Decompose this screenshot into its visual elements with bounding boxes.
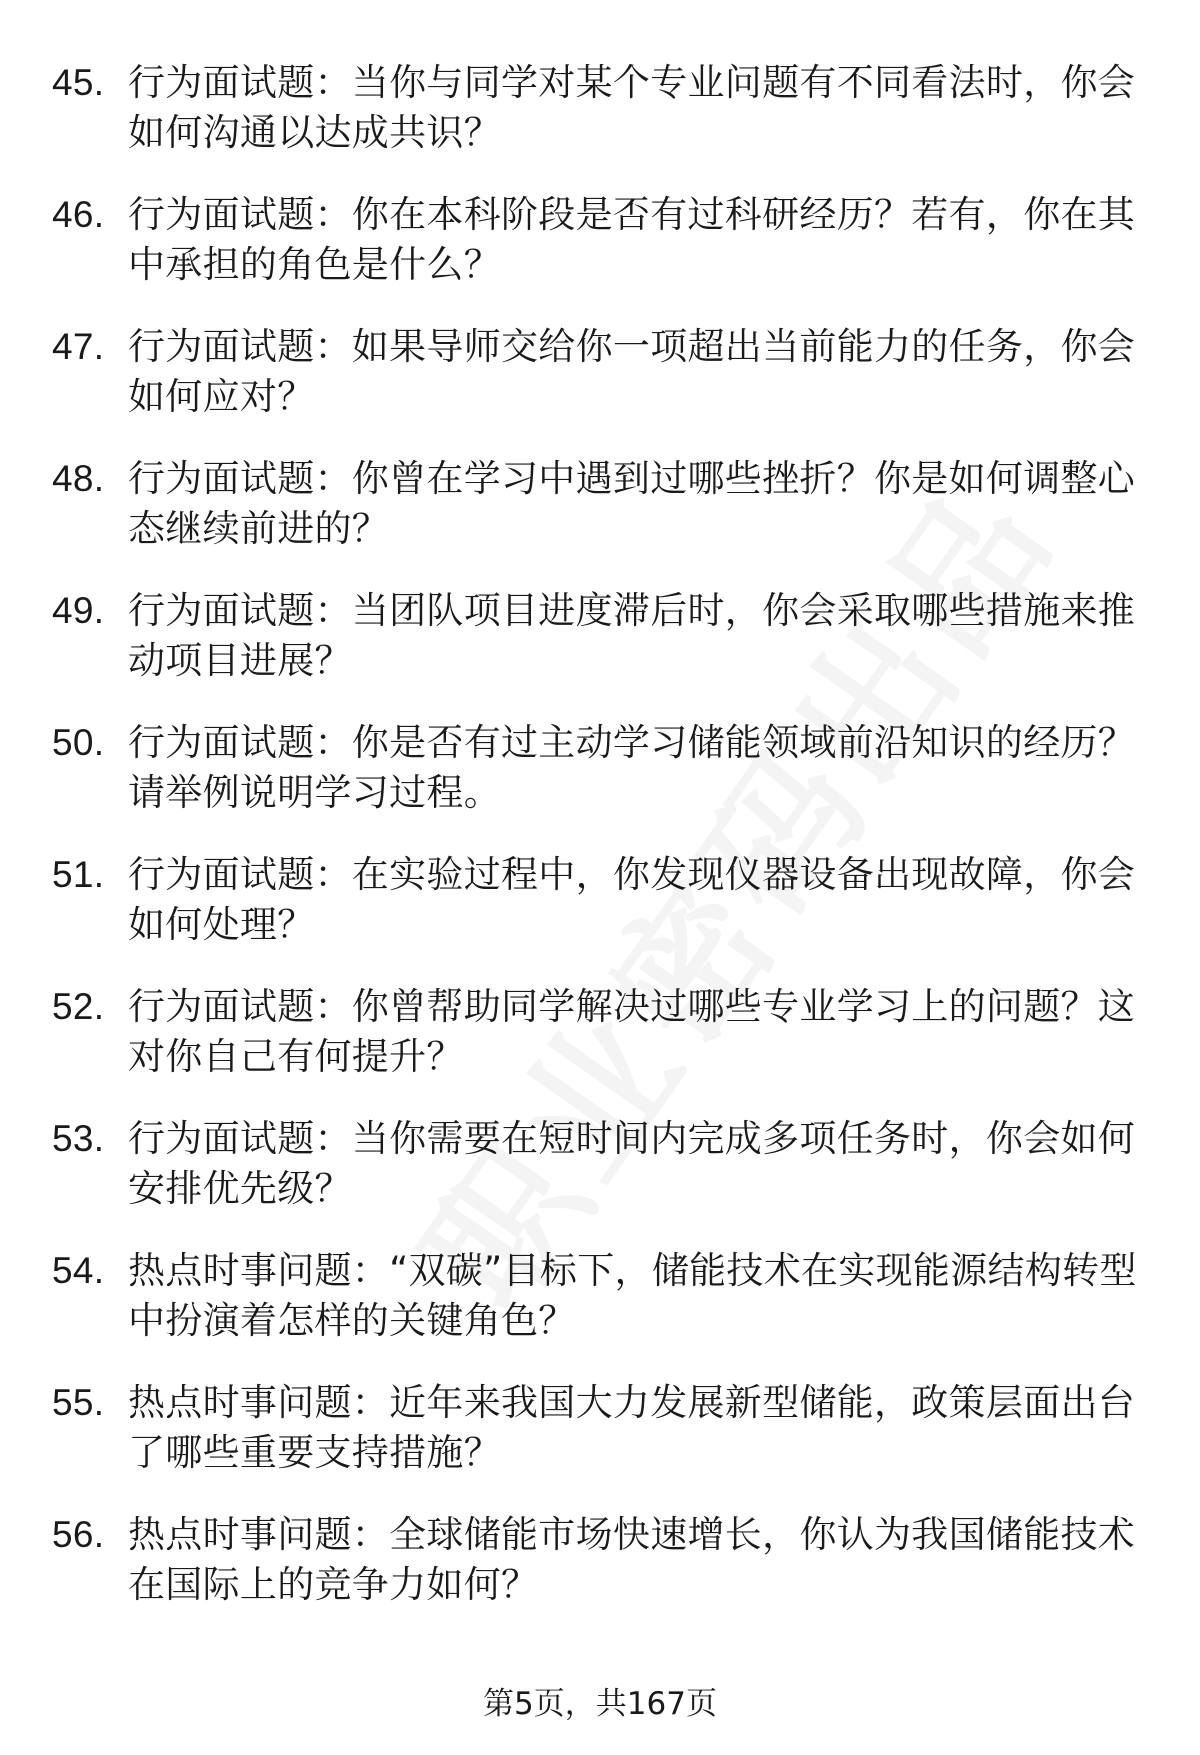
question-number: 49. [52, 590, 105, 631]
question-text: 行为面试题：你曾在学习中遇到过哪些挫折？你是如何调整心态继续前进的？ [128, 457, 1136, 550]
question-number: 52. [52, 986, 105, 1027]
question-text: 行为面试题：当团队项目进度滞后时，你会采取哪些措施来推动项目进展？ [128, 589, 1136, 682]
question-text: 行为面试题：当你需要在短时间内完成多项任务时，你会如何安排优先级？ [128, 1117, 1136, 1210]
page-footer: 第5页，共167页 [483, 1686, 717, 1722]
question-text: 行为面试题：你是否有过主动学习储能领域前沿知识的经历？请举例说明学习过程。 [128, 721, 1136, 814]
question-item [52, 850, 1152, 950]
question-text: 热点时事问题：近年来我国大力发展新型储能，政策层面出台了哪些重要支持措施？ [128, 1381, 1136, 1474]
question-item [52, 1246, 1152, 1346]
question-number: 53. [52, 1118, 105, 1159]
question-number: 55. [52, 1382, 105, 1423]
question-number: 48. [52, 458, 105, 499]
question-item [52, 718, 1152, 818]
question-number: 51. [52, 854, 105, 895]
question-text: 行为面试题：你在本科阶段是否有过科研经历？若有，你在其中承担的角色是什么？ [128, 193, 1136, 286]
question-list [52, 58, 1152, 1642]
question-item [52, 1114, 1152, 1214]
question-number: 47. [52, 326, 105, 367]
question-text: 行为面试题：你曾帮助同学解决过哪些专业学习上的问题？这对你自己有何提升？ [128, 985, 1136, 1078]
question-text: 行为面试题：在实验过程中，你发现仪器设备出现故障，你会如何处理？ [128, 853, 1136, 946]
question-item [52, 454, 1152, 554]
question-number: 54. [52, 1250, 105, 1291]
question-number: 45. [52, 62, 105, 103]
question-item [52, 190, 1152, 290]
question-item [52, 586, 1152, 686]
question-text: 行为面试题：如果导师交给你一项超出当前能力的任务，你会如何应对？ [128, 325, 1136, 418]
question-text: 热点时事问题：“双碳”目标下，储能技术在实现能源结构转型中扮演着怎样的关键角色？ [128, 1249, 1137, 1342]
question-item [52, 58, 1152, 158]
question-item [52, 1378, 1152, 1478]
question-text: 热点时事问题：全球储能市场快速增长，你认为我国储能技术在国际上的竞争力如何？ [128, 1513, 1136, 1606]
question-number: 56. [52, 1514, 105, 1555]
question-item [52, 1510, 1152, 1610]
question-number: 50. [52, 722, 105, 763]
question-text: 行为面试题：当你与同学对某个专业问题有不同看法时，你会如何沟通以达成共识？ [128, 61, 1136, 154]
question-item [52, 982, 1152, 1082]
question-item [52, 322, 1152, 422]
question-number: 46. [52, 194, 105, 235]
